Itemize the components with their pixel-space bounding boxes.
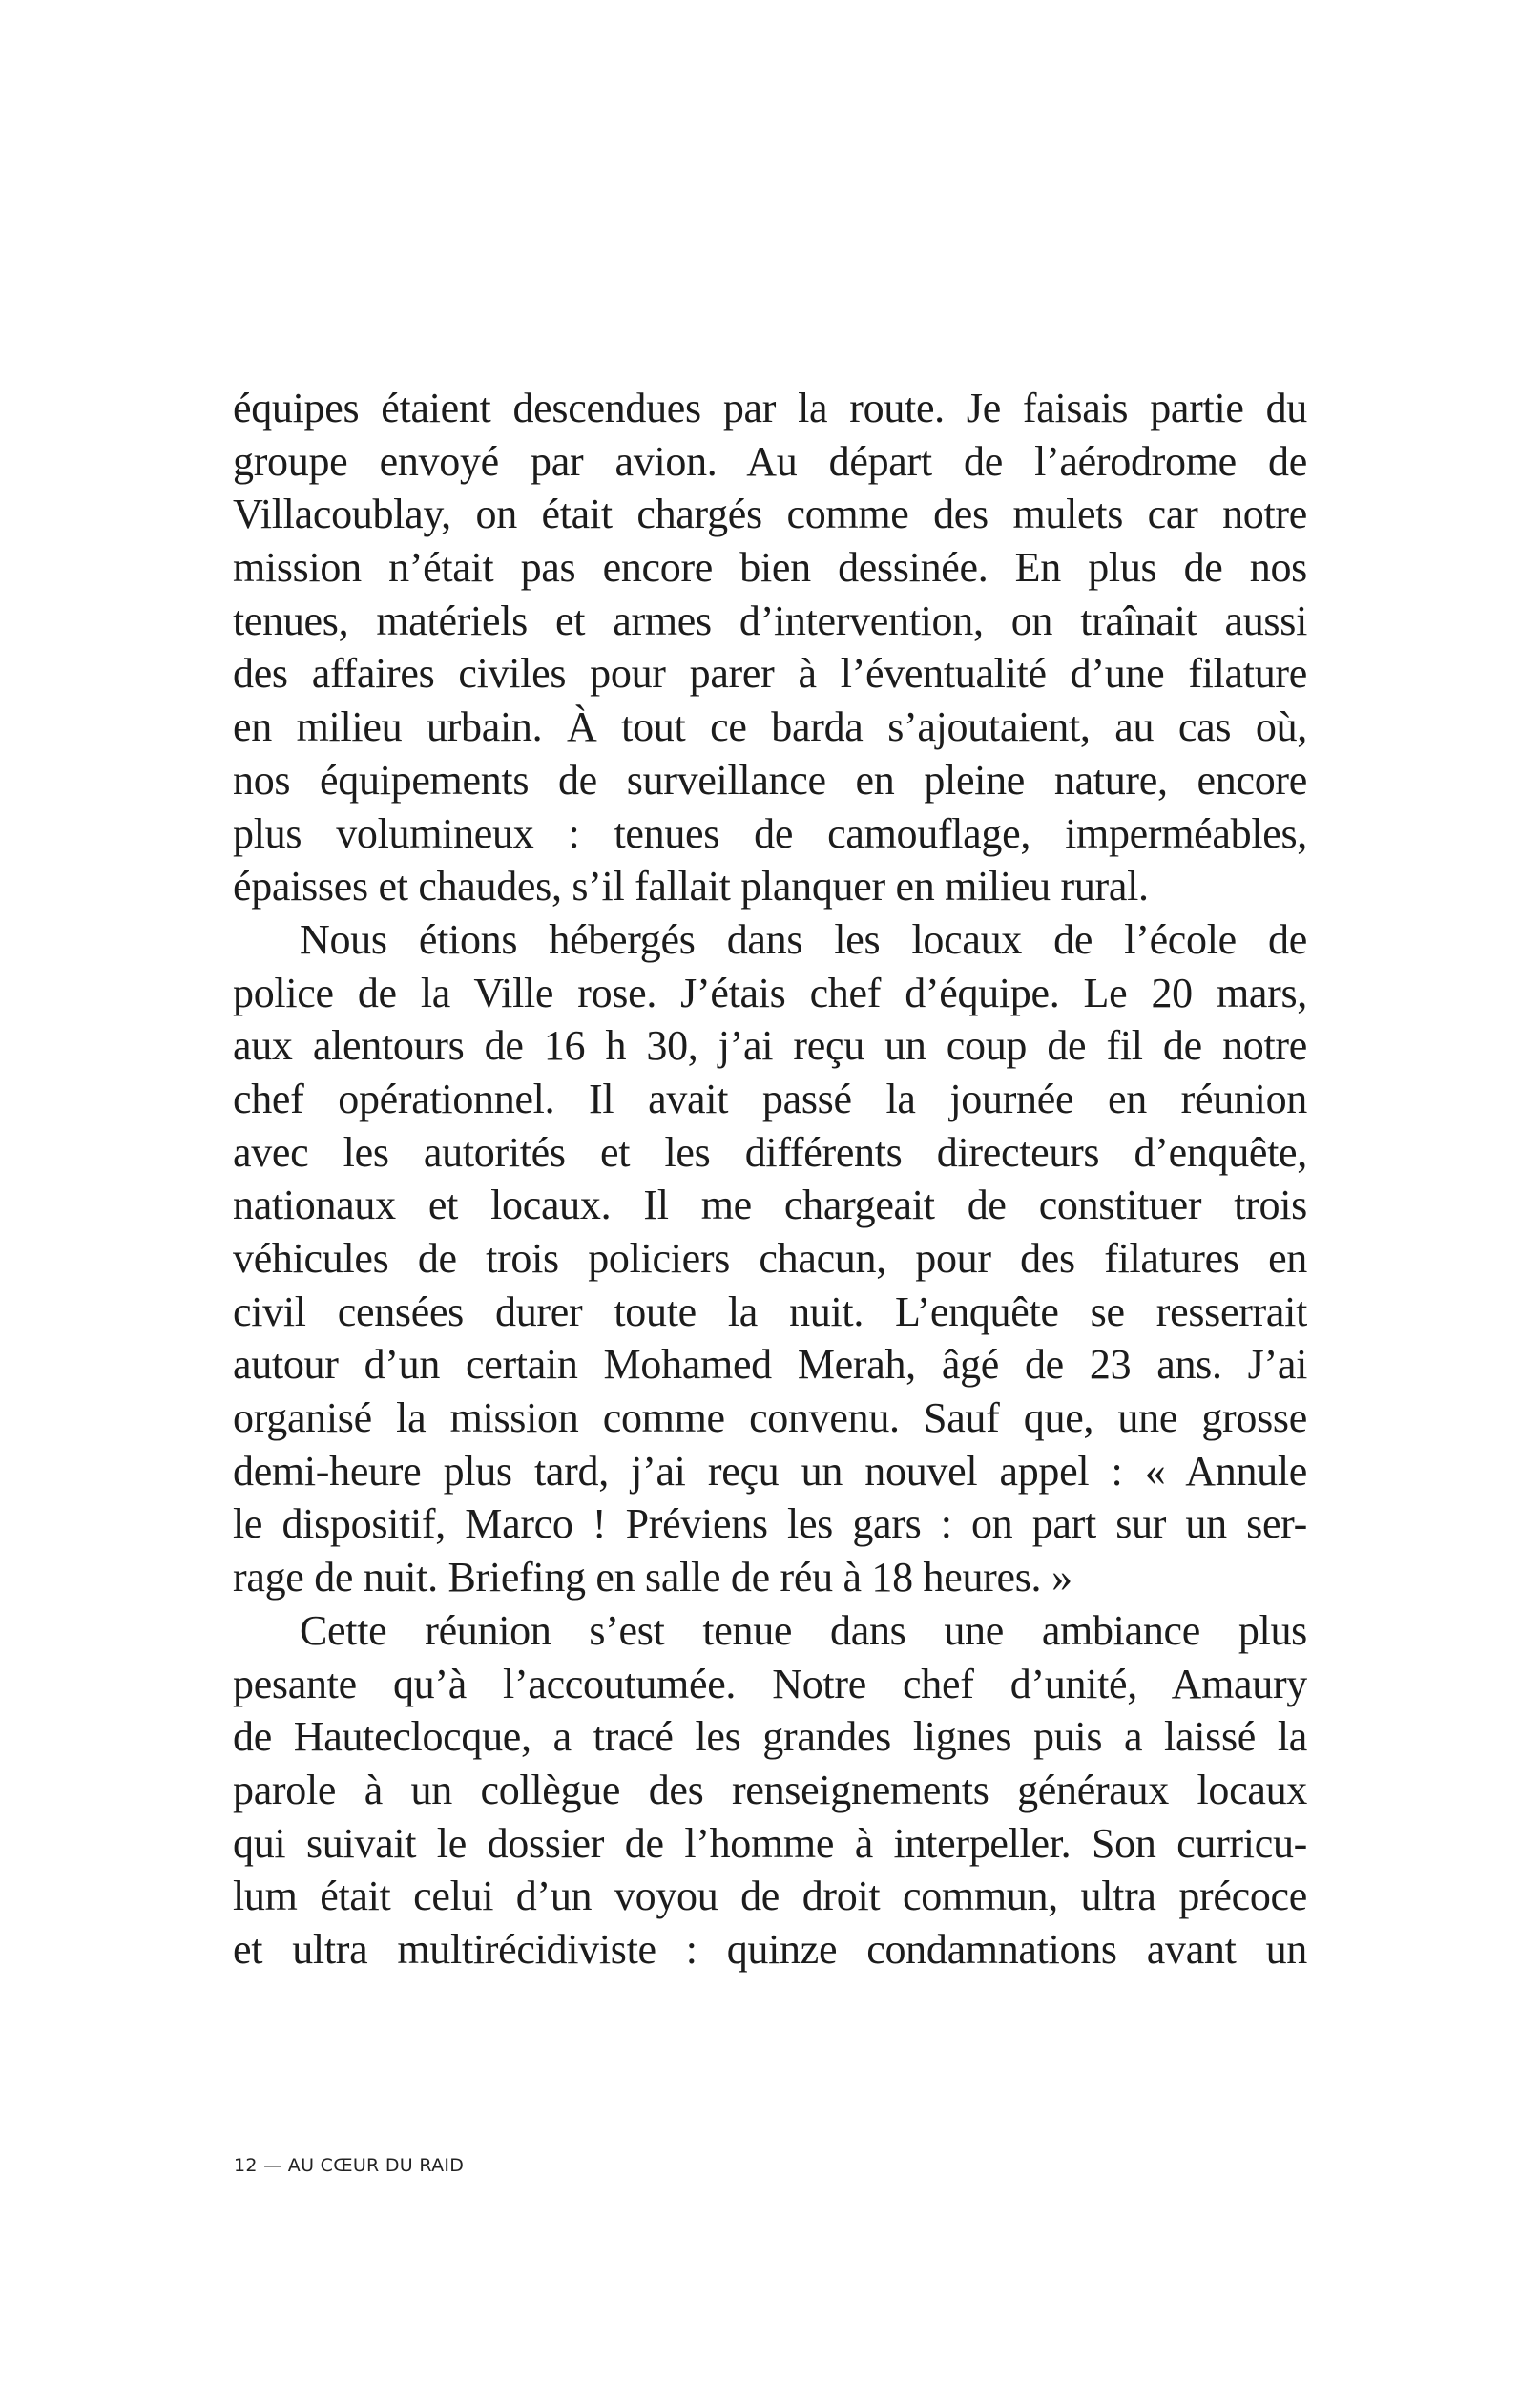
text-line: Nous étions hébergés dans les locaux de l’école de xyxy=(300,915,1307,963)
text-line: lum était celui d’un voyou de droit commun, ultra précoce xyxy=(233,1873,1307,1920)
page-footer xyxy=(234,2155,464,2176)
running-title: AU CŒUR DU RAID xyxy=(287,2155,465,2176)
text-line: nationaux et locaux. Il me chargeait de constituer trois xyxy=(233,1182,1307,1229)
footer-separator: — xyxy=(263,2155,282,2176)
text-line: chef opérationnel. Il avait passé la journée en réunion xyxy=(233,1075,1307,1122)
text-line: véhicules de trois policiers chacun, pour des filatures en xyxy=(233,1235,1307,1282)
text-line: aux alentours de 16 h 30, j’ai reçu un coup de fil de notre xyxy=(233,1022,1307,1070)
text-line: de Hauteclocque, a tracé les grandes lignes puis a laissé la xyxy=(233,1713,1307,1761)
text-line: police de la Ville rose. J’étais chef d’équipe. Le 20 mars, xyxy=(233,969,1307,1016)
text-line: plus volumineux : tenues de camouflage, imperméables, xyxy=(233,809,1307,857)
text-line: épaisses et chaudes, s’il fallait planquer en milieu rural. xyxy=(233,863,1149,910)
paragraph xyxy=(233,913,1307,1604)
text-line: Villacoublay, on était chargés comme des mulets car notre xyxy=(233,491,1307,538)
page-number: 12 xyxy=(234,2155,258,2176)
body-text xyxy=(233,382,1307,1977)
text-line: avec les autorités et les différents directeurs d’enquête, xyxy=(233,1128,1307,1176)
text-line: pesante qu’à l’accoutumée. Notre chef d’unité, Amaury xyxy=(233,1660,1307,1707)
text-line: parole à un collègue des renseignements généraux locaux xyxy=(233,1766,1307,1813)
text-line: organisé la mission comme convenu. Sauf que, une grosse xyxy=(233,1394,1307,1442)
paragraph xyxy=(233,1604,1307,1977)
text-line: qui suivait le dossier de l’homme à interpeller. Son curricu- xyxy=(233,1819,1307,1867)
paragraph xyxy=(233,382,1307,913)
text-line: groupe envoyé par avion. Au départ de l’aérodrome de xyxy=(233,437,1307,485)
text-line: équipes étaient descendues par la route. Je faisais partie du xyxy=(233,385,1307,431)
text-line: nos équipements de surveillance en pleine nature, encore xyxy=(233,756,1307,804)
text-line: civil censées durer toute la nuit. L’enquête se resserrait xyxy=(233,1287,1307,1335)
text-line: le dispositif, Marco ! Préviens les gars : on part sur un ser- xyxy=(233,1500,1307,1548)
text-line: en milieu urbain. À tout ce barda s’ajoutaient, au cas où, xyxy=(233,703,1307,751)
text-line: des affaires civiles pour parer à l’éventualité d’une filature xyxy=(233,650,1307,698)
text-line: rage de nuit. Briefing en salle de réu à 18 heures. » xyxy=(233,1554,1072,1601)
text-line: mission n’était pas encore bien dessinée. En plus de nos xyxy=(233,544,1307,592)
text-line: tenues, matériels et armes d’intervention, on traînait aussi xyxy=(233,596,1307,644)
text-line: Cette réunion s’est tenue dans une ambiance plus xyxy=(300,1606,1307,1654)
text-line: et ultra multirécidiviste : quinze condamnations avant un xyxy=(233,1925,1307,1973)
text-line: demi-heure plus tard, j’ai reçu un nouvel appel : « Annule xyxy=(233,1447,1307,1495)
text-line: autour d’un certain Mohamed Merah, âgé de 23 ans. J’ai xyxy=(233,1341,1307,1389)
